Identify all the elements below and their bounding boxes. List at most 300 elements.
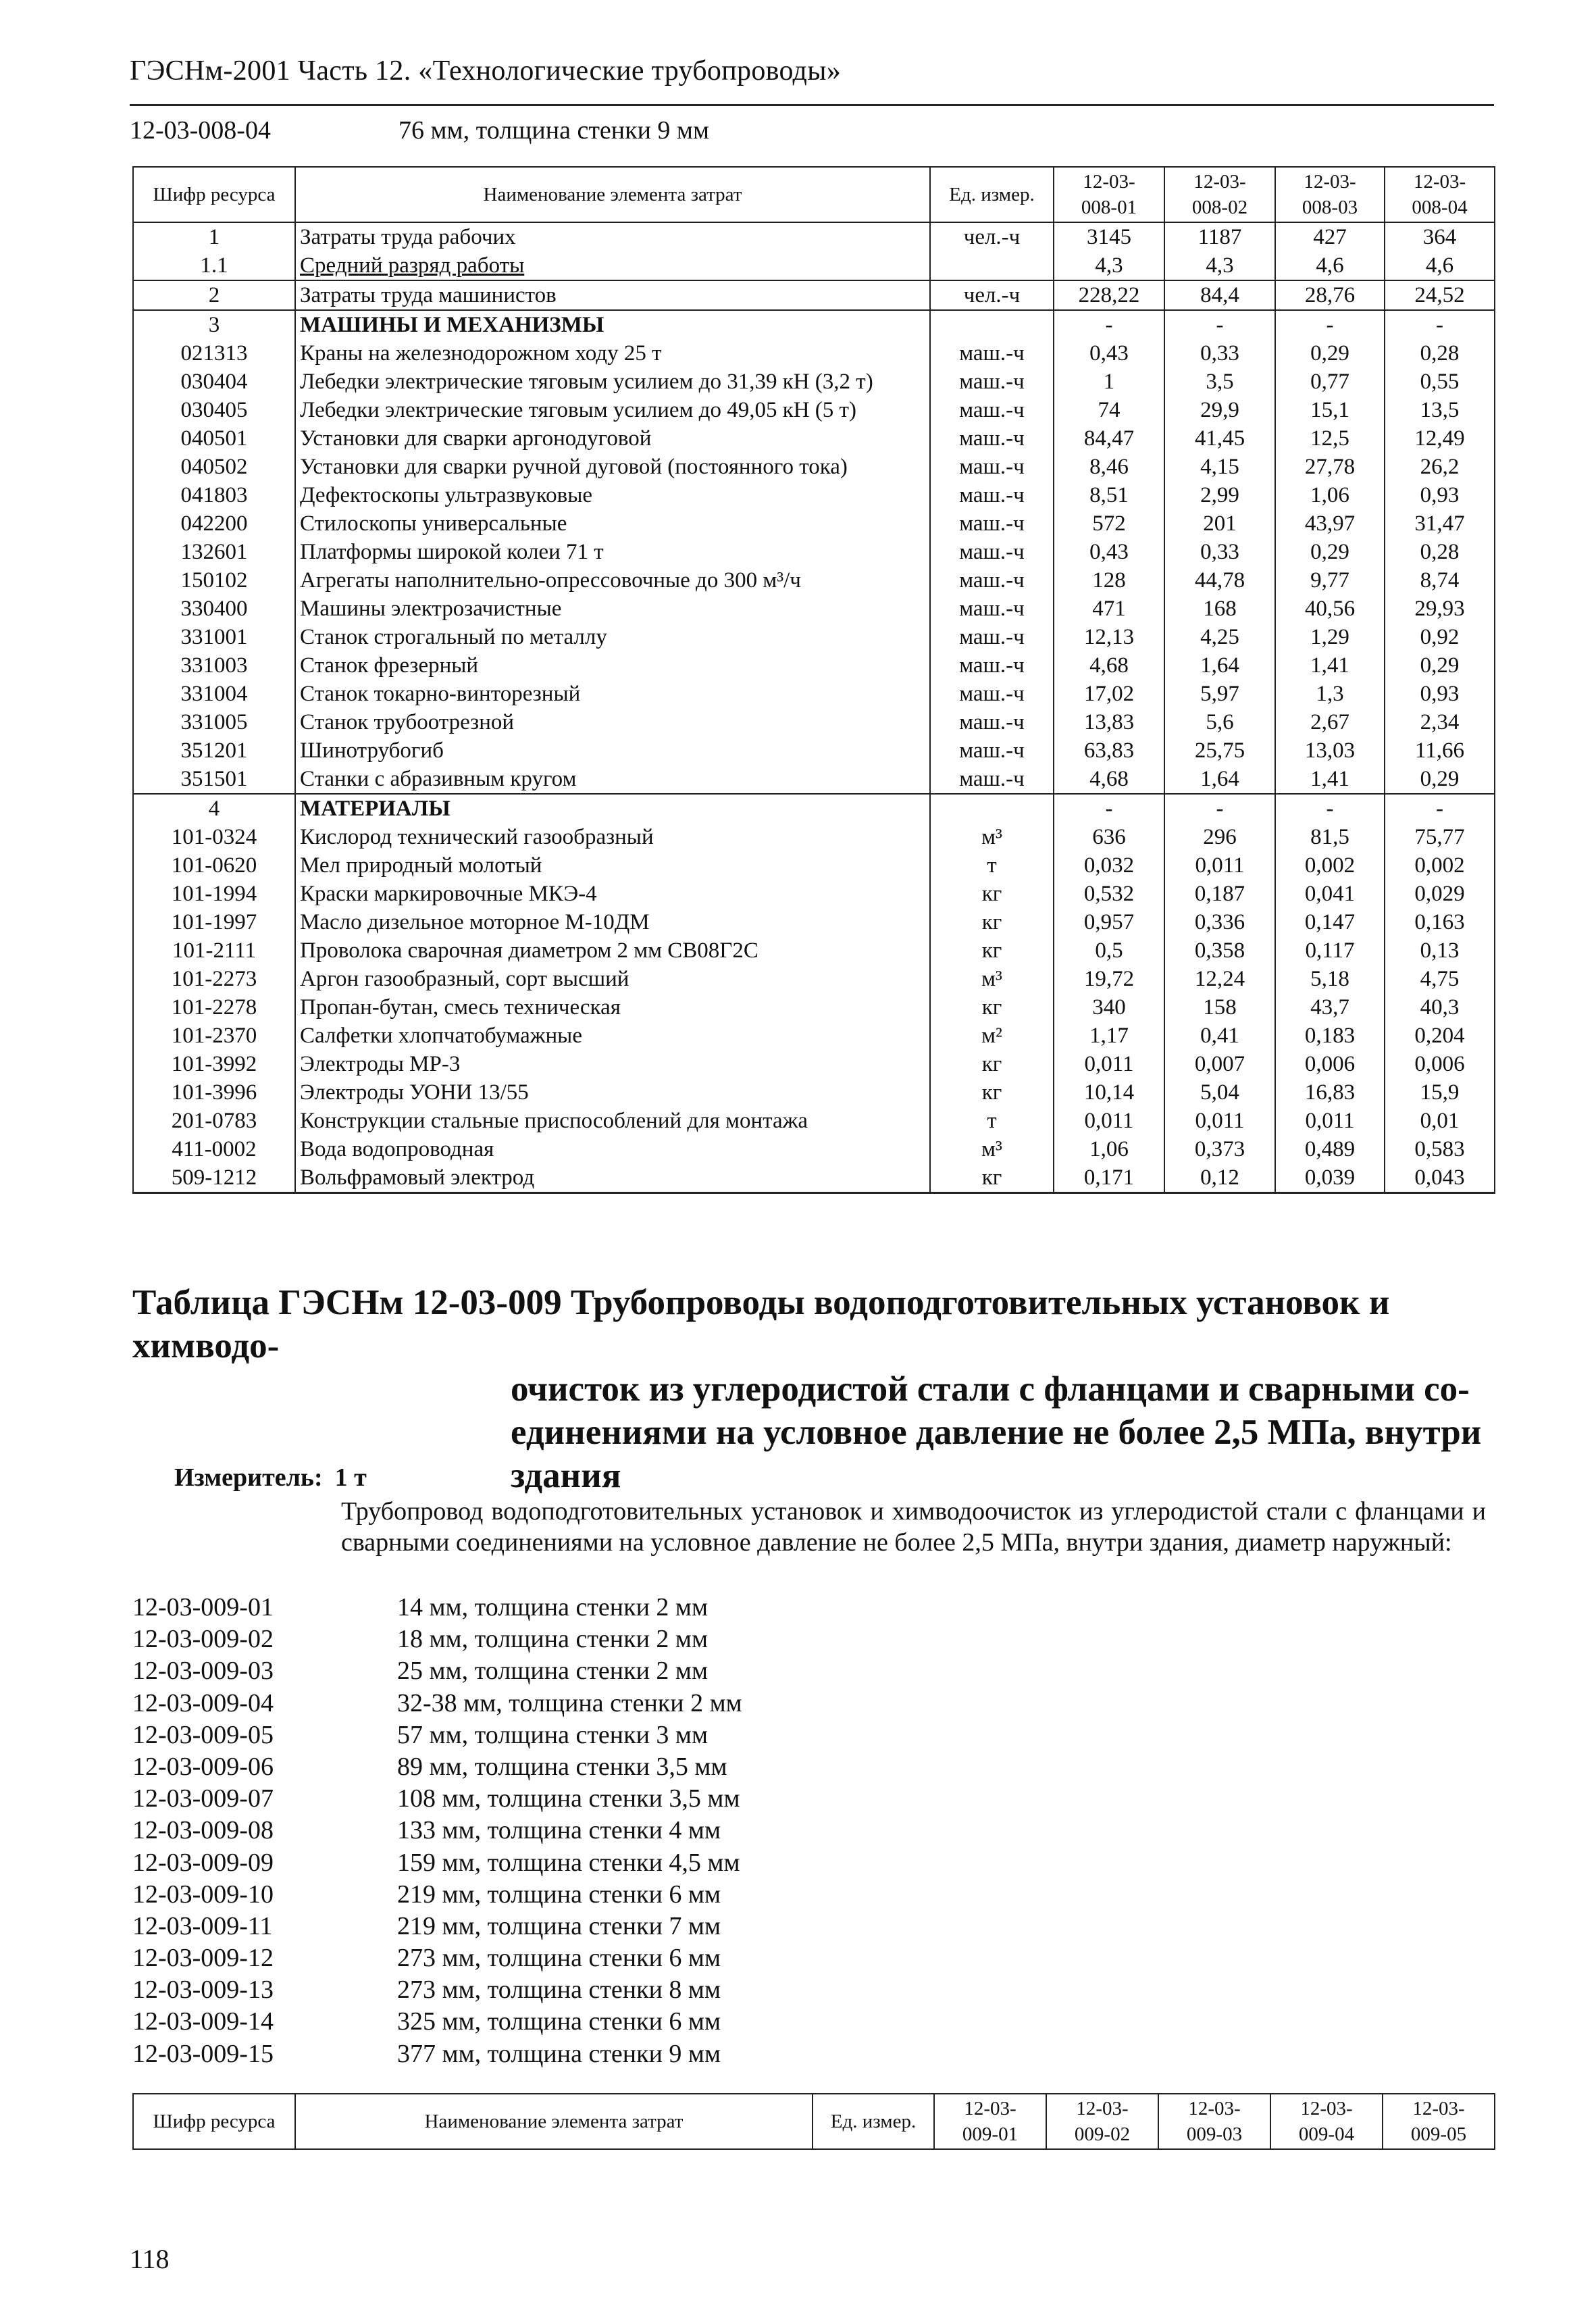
value-cell: 0,011: [1054, 1107, 1164, 1135]
unit-cell: т: [930, 851, 1054, 880]
element-name-cell: Установки для сварки ручной дуговой (постоянного тока): [295, 453, 930, 481]
table-row: [133, 651, 1495, 680]
resource-code-cell: 101-0620: [133, 851, 295, 880]
value-cell: 158: [1164, 993, 1275, 1022]
value-cell: 0,55: [1385, 368, 1495, 396]
value-cell: 84,4: [1164, 280, 1275, 310]
list-item: [132, 1655, 1145, 1687]
table-row: [133, 368, 1495, 396]
value-cell: 16,83: [1275, 1078, 1385, 1107]
variant-text: 219 мм, толщина стенки 7 мм: [397, 1911, 721, 1940]
value-cell: 2,67: [1275, 708, 1385, 736]
value-cell: -: [1164, 310, 1275, 339]
value-cell: 0,011: [1164, 851, 1275, 880]
table2-title-line-1: Таблица ГЭСНм 12-03-009 Трубопроводы водоподготовительных установок и химводо-: [132, 1283, 1390, 1365]
unit-cell: м³: [930, 1135, 1054, 1163]
value-cell: 1,29: [1275, 623, 1385, 651]
running-header: ГЭСНм-2001 Часть 12. «Технологические трубопроводы»: [130, 55, 842, 86]
table1-header-unit: Ед. измер.: [930, 167, 1054, 222]
table-row: [133, 936, 1495, 965]
value-cell: 0,187: [1164, 880, 1275, 908]
table2-variant-list: [132, 1592, 1145, 2070]
table2-header-col-5: 12-03- 009-05: [1383, 2094, 1495, 2149]
resource-code-cell: 030405: [133, 396, 295, 424]
value-cell: 1,3: [1275, 680, 1385, 708]
element-name-cell: Станок трубоотрезной: [295, 708, 930, 736]
unit-cell: [930, 794, 1054, 823]
value-cell: 0,183: [1275, 1022, 1385, 1050]
table-row: [133, 310, 1495, 339]
value-cell: 43,7: [1275, 993, 1385, 1022]
variant-text: 25 мм, толщина стенки 2 мм: [397, 1657, 709, 1686]
element-name-cell: Кислород технический газообразный: [295, 823, 930, 851]
value-cell: 15,1: [1275, 396, 1385, 424]
value-cell: 1,41: [1275, 651, 1385, 680]
value-cell: 15,9: [1385, 1078, 1495, 1107]
resource-code-cell: 030404: [133, 368, 295, 396]
element-name-cell: Станок строгальный по металлу: [295, 623, 930, 651]
variant-code: 12-03-009-07: [132, 1784, 274, 1813]
unit-cell: маш.-ч: [930, 651, 1054, 680]
unit-cell: маш.-ч: [930, 765, 1054, 794]
value-cell: 0,171: [1054, 1163, 1164, 1193]
table-row: [133, 880, 1495, 908]
table1-caption: 76 мм, толщина стенки 9 мм: [398, 116, 710, 145]
value-cell: 13,03: [1275, 736, 1385, 765]
resource-code-cell: 330400: [133, 595, 295, 623]
list-item: [132, 1815, 1145, 1846]
unit-cell: кг: [930, 908, 1054, 936]
value-cell: 29,93: [1385, 595, 1495, 623]
element-name-cell: Затраты труда рабочих: [295, 222, 930, 251]
variant-text: 57 мм, толщина стенки 3 мм: [397, 1720, 709, 1749]
resource-code-cell: 040502: [133, 453, 295, 481]
value-cell: 2,34: [1385, 708, 1495, 736]
value-cell: 1: [1054, 368, 1164, 396]
value-cell: 29,9: [1164, 396, 1275, 424]
value-cell: 168: [1164, 595, 1275, 623]
resource-code-cell: 351501: [133, 765, 295, 794]
table-row: [133, 680, 1495, 708]
measure-value: 1 т: [334, 1463, 367, 1492]
value-cell: 0,29: [1385, 651, 1495, 680]
value-cell: 1,64: [1164, 765, 1275, 794]
value-cell: 0,532: [1054, 880, 1164, 908]
resource-code-cell: 331004: [133, 680, 295, 708]
list-item: [132, 1592, 1145, 1624]
resource-code-cell: 132601: [133, 538, 295, 566]
table-row: [133, 851, 1495, 880]
element-name-cell: МАТЕРИАЛЫ: [295, 794, 930, 823]
table-row: [133, 453, 1495, 481]
unit-cell: маш.-ч: [930, 595, 1054, 623]
value-cell: 75,77: [1385, 823, 1495, 851]
resource-code-cell: 101-0324: [133, 823, 295, 851]
value-cell: 13,5: [1385, 396, 1495, 424]
value-cell: 0,29: [1275, 339, 1385, 368]
list-item: [132, 2038, 1145, 2070]
variant-code: 12-03-009-06: [132, 1752, 274, 1781]
value-cell: 31,47: [1385, 509, 1495, 538]
value-cell: 0,01: [1385, 1107, 1495, 1135]
table2-description: Трубопровод водоподготовительных установок и химводоочисток из углеродистой стали с фланцами и сварными соединениями на условное давление не более 2,5 МПа, внутри здания, диаметр наружный:: [341, 1497, 1486, 1557]
resource-code-cell: 3: [133, 310, 295, 339]
element-name-cell: Станок токарно-винторезный: [295, 680, 930, 708]
resource-code-cell: 101-3996: [133, 1078, 295, 1107]
value-cell: 0,77: [1275, 368, 1385, 396]
resource-code-cell: 101-2111: [133, 936, 295, 965]
value-cell: 0,163: [1385, 908, 1495, 936]
table-row: [133, 623, 1495, 651]
variant-text: 273 мм, толщина стенки 6 мм: [397, 1944, 721, 1973]
element-name-cell: Краны на железнодорожном ходу 25 т: [295, 339, 930, 368]
table-row: [133, 1022, 1495, 1050]
table2-header-element-name: Наименование элемента затрат: [295, 2094, 813, 2149]
value-cell: -: [1275, 794, 1385, 823]
value-cell: 201: [1164, 509, 1275, 538]
value-cell: -: [1054, 794, 1164, 823]
element-name-cell: Установки для сварки аргонодуговой: [295, 424, 930, 453]
variant-text: 325 мм, толщина стенки 6 мм: [397, 2007, 721, 2036]
element-name-cell: Стилоскопы универсальные: [295, 509, 930, 538]
value-cell: 0,957: [1054, 908, 1164, 936]
table-row: [133, 908, 1495, 936]
value-cell: 0,28: [1385, 339, 1495, 368]
value-cell: 0,583: [1385, 1135, 1495, 1163]
value-cell: 340: [1054, 993, 1164, 1022]
variant-code: 12-03-009-03: [132, 1657, 274, 1686]
resource-code-cell: 1: [133, 222, 295, 251]
table1-header-element-name: Наименование элемента затрат: [295, 167, 930, 222]
table-row: [133, 566, 1495, 595]
table2-header-resource-code: Шифр ресурса: [133, 2094, 295, 2149]
value-cell: 4,3: [1164, 251, 1275, 280]
resource-code-cell: 1.1: [133, 251, 295, 280]
value-cell: 5,18: [1275, 965, 1385, 993]
variant-text: 133 мм, толщина стенки 4 мм: [397, 1816, 721, 1845]
unit-cell: кг: [930, 1163, 1054, 1193]
variant-code: 12-03-009-02: [132, 1625, 274, 1654]
value-cell: 5,6: [1164, 708, 1275, 736]
unit-cell: маш.-ч: [930, 566, 1054, 595]
value-cell: 0,93: [1385, 680, 1495, 708]
variant-code: 12-03-009-08: [132, 1816, 274, 1845]
element-name-cell: Аргон газообразный, сорт высший: [295, 965, 930, 993]
resource-code-cell: 040501: [133, 424, 295, 453]
table-row: [133, 222, 1495, 251]
value-cell: 2,99: [1164, 481, 1275, 509]
list-item: [132, 1783, 1145, 1815]
element-name-cell: Краски маркировочные МКЭ-4: [295, 880, 930, 908]
value-cell: 0,92: [1385, 623, 1495, 651]
table1-header-col-4: 12-03- 008-04: [1385, 167, 1495, 222]
table1-header-col-1: 12-03- 008-01: [1054, 167, 1164, 222]
unit-cell: кг: [930, 936, 1054, 965]
variant-text: 89 мм, толщина стенки 3,5 мм: [397, 1752, 727, 1781]
variant-code: 12-03-009-14: [132, 2007, 274, 2036]
value-cell: 9,77: [1275, 566, 1385, 595]
table-row: [133, 509, 1495, 538]
value-cell: 4,25: [1164, 623, 1275, 651]
resource-code-cell: 331005: [133, 708, 295, 736]
value-cell: 40,56: [1275, 595, 1385, 623]
element-name-cell: Вольфрамовый электрод: [295, 1163, 930, 1193]
unit-cell: маш.-ч: [930, 623, 1054, 651]
value-cell: 0,011: [1275, 1107, 1385, 1135]
value-cell: 0,336: [1164, 908, 1275, 936]
value-cell: 0,29: [1385, 765, 1495, 794]
value-cell: 1,06: [1054, 1135, 1164, 1163]
value-cell: -: [1275, 310, 1385, 339]
value-cell: 25,75: [1164, 736, 1275, 765]
unit-cell: маш.-ч: [930, 481, 1054, 509]
value-cell: 4,68: [1054, 651, 1164, 680]
value-cell: 0,204: [1385, 1022, 1495, 1050]
element-name-cell: Вода водопроводная: [295, 1135, 930, 1163]
unit-cell: кг: [930, 1050, 1054, 1078]
variant-code: 12-03-009-01: [132, 1593, 274, 1621]
value-cell: 228,22: [1054, 280, 1164, 310]
value-cell: -: [1164, 794, 1275, 823]
value-cell: 8,51: [1054, 481, 1164, 509]
value-cell: 0,029: [1385, 880, 1495, 908]
value-cell: 1,41: [1275, 765, 1385, 794]
value-cell: 74: [1054, 396, 1164, 424]
element-name-cell: Пропан-бутан, смесь техническая: [295, 993, 930, 1022]
list-item: [132, 1751, 1145, 1783]
value-cell: 43,97: [1275, 509, 1385, 538]
value-cell: 0,011: [1054, 1050, 1164, 1078]
value-cell: 1187: [1164, 222, 1275, 251]
table2-title-line-3: единениями на условное давление не более 2,5 МПа, внутри: [511, 1413, 1482, 1452]
resource-code-cell: 101-2273: [133, 965, 295, 993]
resource-code-cell: 021313: [133, 339, 295, 368]
table-row: [133, 424, 1495, 453]
value-cell: 296: [1164, 823, 1275, 851]
variant-text: 18 мм, толщина стенки 2 мм: [397, 1625, 709, 1654]
variant-code: 12-03-009-09: [132, 1848, 274, 1877]
resource-code-cell: 351201: [133, 736, 295, 765]
value-cell: 4,6: [1385, 251, 1495, 280]
table-row: [133, 251, 1495, 280]
variant-text: 14 мм, толщина стенки 2 мм: [397, 1593, 709, 1621]
value-cell: 0,006: [1385, 1050, 1495, 1078]
unit-cell: маш.-ч: [930, 368, 1054, 396]
list-item: [132, 2006, 1145, 2038]
table-row: [133, 1135, 1495, 1163]
value-cell: 0,147: [1275, 908, 1385, 936]
unit-cell: кг: [930, 993, 1054, 1022]
unit-cell: т: [930, 1107, 1054, 1135]
resource-code-cell: 201-0783: [133, 1107, 295, 1135]
value-cell: 12,24: [1164, 965, 1275, 993]
element-name-cell: Проволока сварочная диаметром 2 мм СВ08Г2С: [295, 936, 930, 965]
resource-code-cell: 101-2370: [133, 1022, 295, 1050]
value-cell: 0,043: [1385, 1163, 1495, 1193]
table2-title-line-4: здания: [511, 1456, 621, 1495]
element-name-cell: Конструкции стальные приспособлений для монтажа: [295, 1107, 930, 1135]
variant-text: 219 мм, толщина стенки 6 мм: [397, 1880, 721, 1909]
table-row: [133, 280, 1495, 310]
element-name-cell: Электроды МР-3: [295, 1050, 930, 1078]
element-name-cell: Машины электрозачистные: [295, 595, 930, 623]
unit-cell: м²: [930, 1022, 1054, 1050]
unit-cell: маш.-ч: [930, 339, 1054, 368]
resource-code-cell: 150102: [133, 566, 295, 595]
variant-code: 12-03-009-10: [132, 1880, 274, 1909]
value-cell: 12,49: [1385, 424, 1495, 453]
value-cell: 8,46: [1054, 453, 1164, 481]
table-row: [133, 1107, 1495, 1135]
value-cell: 1,17: [1054, 1022, 1164, 1050]
unit-cell: маш.-ч: [930, 396, 1054, 424]
unit-cell: маш.-ч: [930, 680, 1054, 708]
list-item: [132, 1942, 1145, 1974]
value-cell: 0,43: [1054, 339, 1164, 368]
resource-code-cell: 101-3992: [133, 1050, 295, 1078]
value-cell: 0,002: [1275, 851, 1385, 880]
value-cell: 41,45: [1164, 424, 1275, 453]
resource-code-cell: 4: [133, 794, 295, 823]
value-cell: 84,47: [1054, 424, 1164, 453]
value-cell: 128: [1054, 566, 1164, 595]
list-item: [132, 1719, 1145, 1751]
table-row: [133, 765, 1495, 794]
list-item: [132, 1911, 1145, 1942]
table2-header-col-4: 12-03- 009-04: [1270, 2094, 1383, 2149]
table2-measure: [174, 1462, 367, 1493]
value-cell: 0,29: [1275, 538, 1385, 566]
resource-code-cell: 101-2278: [133, 993, 295, 1022]
header-rule: [130, 104, 1494, 106]
table2-header-col-3: 12-03- 009-03: [1158, 2094, 1270, 2149]
element-name-cell: Затраты труда машинистов: [295, 280, 930, 310]
element-name-cell: Станок фрезерный: [295, 651, 930, 680]
value-cell: 3,5: [1164, 368, 1275, 396]
value-cell: 81,5: [1275, 823, 1385, 851]
list-item: [132, 1879, 1145, 1911]
value-cell: 0,33: [1164, 538, 1275, 566]
value-cell: 0,011: [1164, 1107, 1275, 1135]
unit-cell: [930, 310, 1054, 339]
element-name-cell: Платформы широкой колеи 71 т: [295, 538, 930, 566]
table2-header-table: [132, 2093, 1495, 2150]
value-cell: 28,76: [1275, 280, 1385, 310]
value-cell: 0,006: [1275, 1050, 1385, 1078]
element-name-cell: Дефектоскопы ультразвуковые: [295, 481, 930, 509]
element-name-cell: Масло дизельное моторное М-10ДМ: [295, 908, 930, 936]
unit-cell: маш.-ч: [930, 538, 1054, 566]
value-cell: 471: [1054, 595, 1164, 623]
table1-body: [133, 222, 1495, 1193]
table1-caption-row: [130, 115, 1210, 146]
table-row: [133, 481, 1495, 509]
element-name-cell: Средний разряд работы: [295, 251, 930, 280]
value-cell: 11,66: [1385, 736, 1495, 765]
value-cell: 10,14: [1054, 1078, 1164, 1107]
value-cell: 19,72: [1054, 965, 1164, 993]
unit-cell: [930, 251, 1054, 280]
element-name-cell: Лебедки электрические тяговым усилием до 31,39 кН (3,2 т): [295, 368, 930, 396]
value-cell: 0,93: [1385, 481, 1495, 509]
unit-cell: м³: [930, 823, 1054, 851]
value-cell: 0,358: [1164, 936, 1275, 965]
value-cell: 427: [1275, 222, 1385, 251]
variant-code: 12-03-009-13: [132, 1976, 274, 2005]
value-cell: 0,12: [1164, 1163, 1275, 1193]
table1-header-resource-code: Шифр ресурса: [133, 167, 295, 222]
table1-header-col-3: 12-03- 008-03: [1275, 167, 1385, 222]
unit-cell: маш.-ч: [930, 509, 1054, 538]
table-row: [133, 595, 1495, 623]
resource-code-cell: 041803: [133, 481, 295, 509]
table1-code: 12-03-008-04: [130, 116, 271, 145]
unit-cell: маш.-ч: [930, 736, 1054, 765]
variant-code: 12-03-009-15: [132, 2039, 274, 2068]
value-cell: -: [1385, 794, 1495, 823]
value-cell: 1,64: [1164, 651, 1275, 680]
resource-code-cell: 101-1997: [133, 908, 295, 936]
value-cell: 0,041: [1275, 880, 1385, 908]
table2-title-line-2: очисток из углеродистой стали с фланцами и сварными со-: [511, 1369, 1470, 1409]
table-row: [133, 736, 1495, 765]
variant-code: 12-03-009-12: [132, 1944, 274, 1973]
value-cell: 13,83: [1054, 708, 1164, 736]
value-cell: 572: [1054, 509, 1164, 538]
value-cell: 5,04: [1164, 1078, 1275, 1107]
value-cell: 40,3: [1385, 993, 1495, 1022]
element-name-cell: Лебедки электрические тяговым усилием до 49,05 кН (5 т): [295, 396, 930, 424]
table-row: [133, 708, 1495, 736]
value-cell: 12,5: [1275, 424, 1385, 453]
value-cell: -: [1054, 310, 1164, 339]
element-name-cell: МАШИНЫ И МЕХАНИЗМЫ: [295, 310, 930, 339]
unit-cell: маш.-ч: [930, 708, 1054, 736]
value-cell: 0,33: [1164, 339, 1275, 368]
list-item: [132, 1847, 1145, 1879]
value-cell: 4,15: [1164, 453, 1275, 481]
value-cell: 63,83: [1054, 736, 1164, 765]
value-cell: 44,78: [1164, 566, 1275, 595]
value-cell: 0,5: [1054, 936, 1164, 965]
variant-text: 32-38 мм, толщина стенки 2 мм: [397, 1688, 742, 1717]
table-row: [133, 993, 1495, 1022]
page-number: 118: [130, 2244, 170, 2274]
value-cell: 0,002: [1385, 851, 1495, 880]
table-row: [133, 823, 1495, 851]
value-cell: 0,13: [1385, 936, 1495, 965]
value-cell: 27,78: [1275, 453, 1385, 481]
element-name-cell: Мел природный молотый: [295, 851, 930, 880]
value-cell: 0,373: [1164, 1135, 1275, 1163]
resource-code-cell: 101-1994: [133, 880, 295, 908]
value-cell: 0,43: [1054, 538, 1164, 566]
value-cell: 12,13: [1054, 623, 1164, 651]
variant-text: 108 мм, толщина стенки 3,5 мм: [397, 1784, 740, 1813]
table-row: [133, 339, 1495, 368]
measure-label: Измеритель:: [174, 1463, 323, 1492]
table-row: [133, 538, 1495, 566]
value-cell: 4,75: [1385, 965, 1495, 993]
unit-cell: маш.-ч: [930, 453, 1054, 481]
resource-code-cell: 042200: [133, 509, 295, 538]
element-name-cell: Станки с абразивным кругом: [295, 765, 930, 794]
value-cell: 0,41: [1164, 1022, 1275, 1050]
unit-cell: маш.-ч: [930, 424, 1054, 453]
value-cell: 0,28: [1385, 538, 1495, 566]
table-row: [133, 396, 1495, 424]
table1-header-col-2: 12-03- 008-02: [1164, 167, 1275, 222]
